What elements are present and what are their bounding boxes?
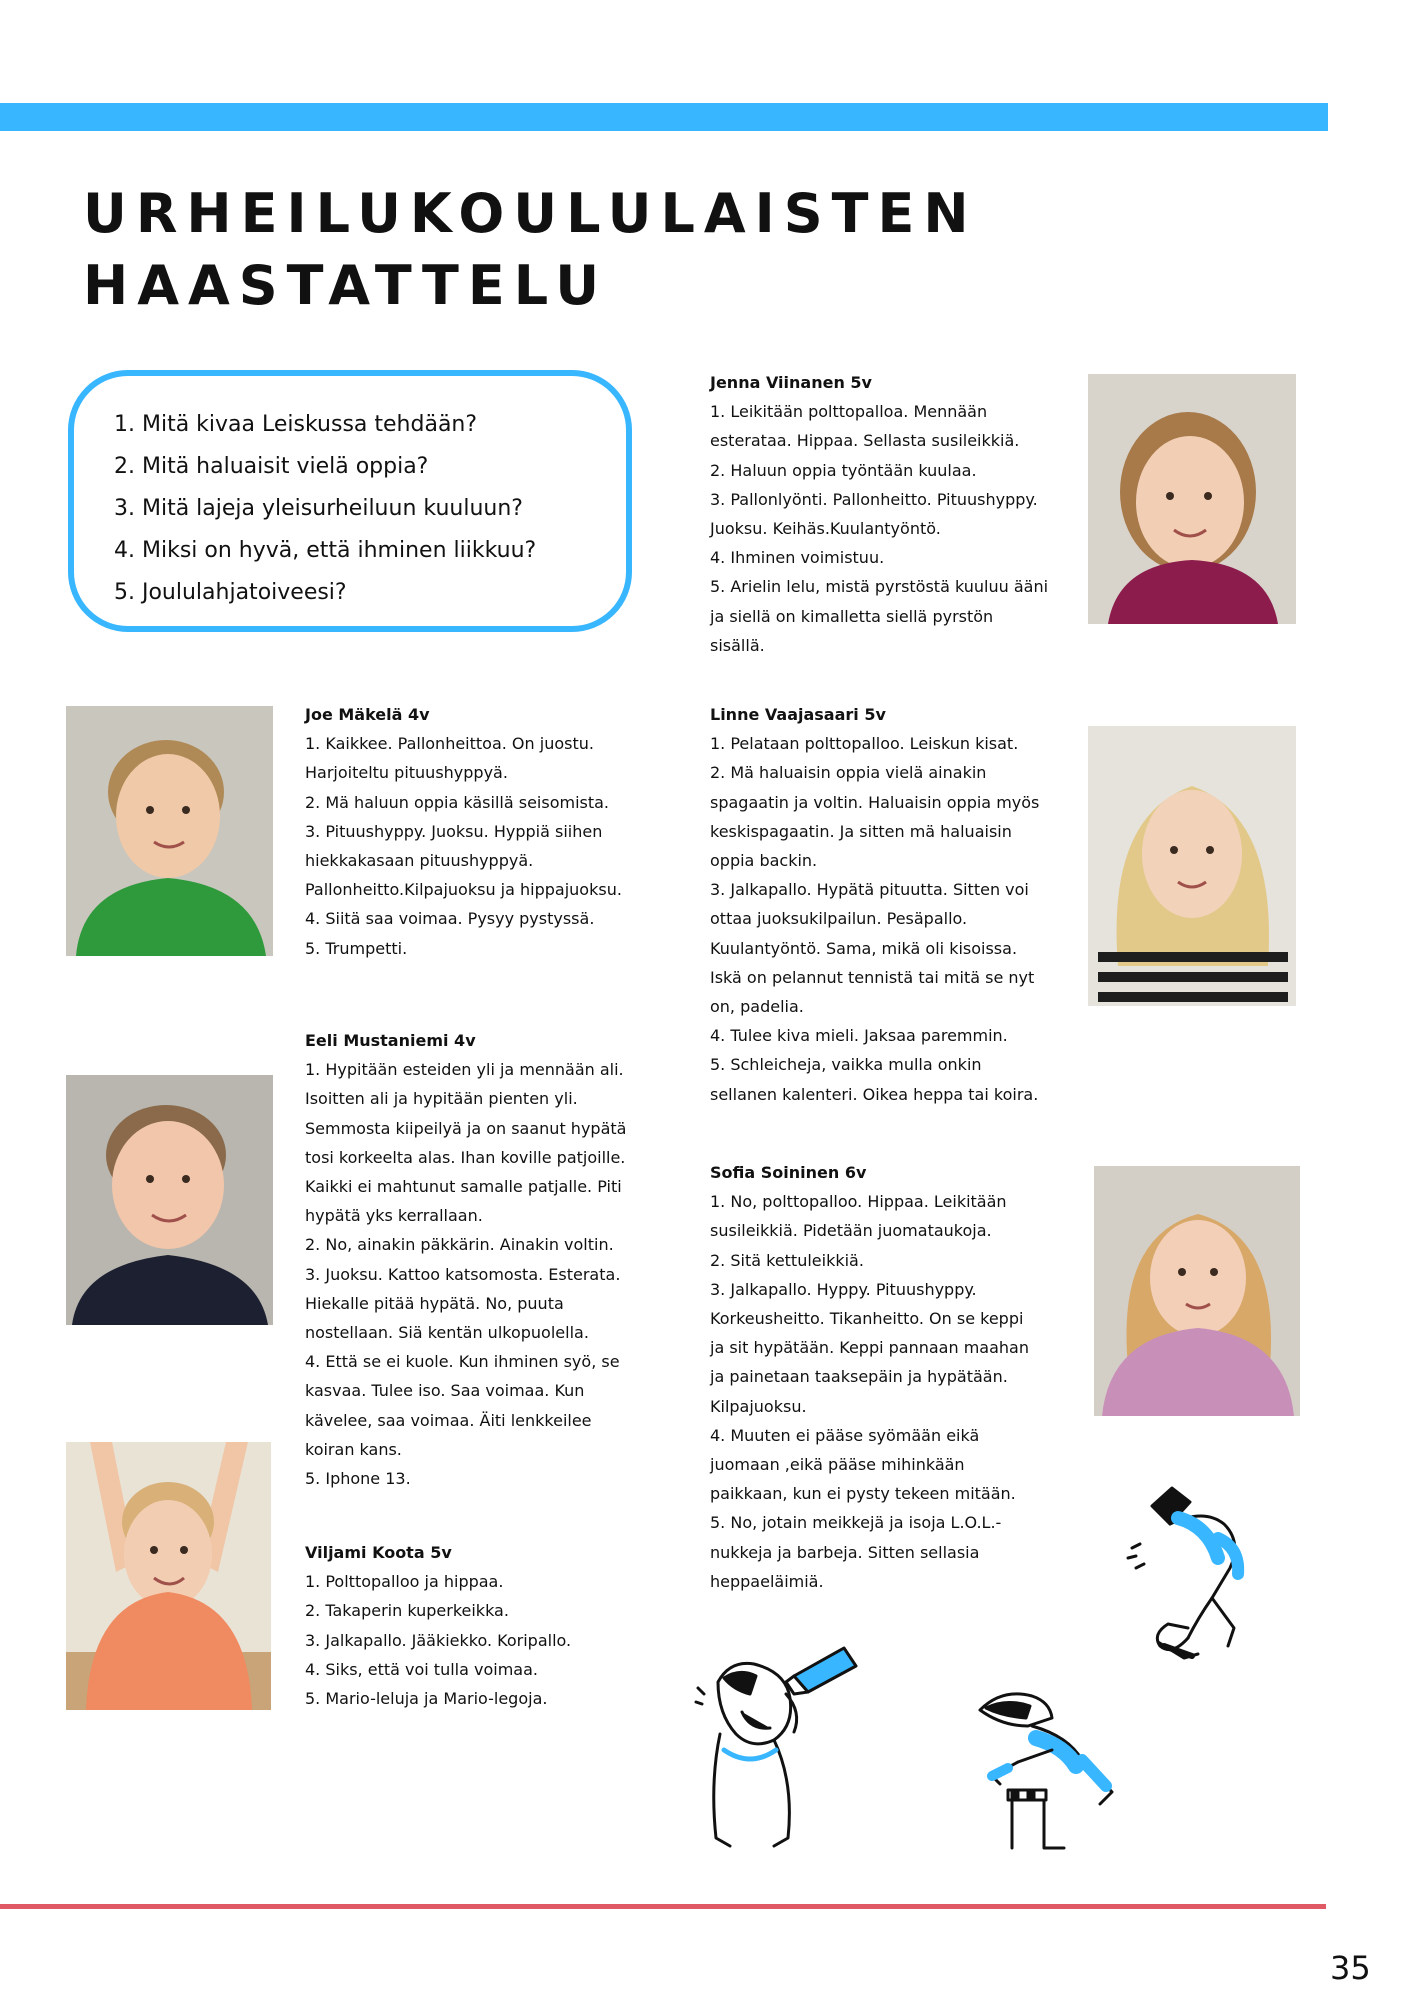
interviewee-name: Sofia Soininen 6v xyxy=(710,1163,867,1182)
answer-line: Hiekalle pitää hypätä. No, puuta xyxy=(305,1293,564,1313)
answer-list xyxy=(305,1055,665,1493)
answer-list xyxy=(305,729,665,963)
answer-line: 3. Jalkapallo. Hypätä pituutta. Sitten voi xyxy=(710,880,1029,900)
answer-line: ottaa juoksukilpailun. Pesäpallo. xyxy=(710,909,968,929)
answer-line: 3. Juoksu. Kattoo katsomosta. Esterata. xyxy=(305,1264,621,1284)
questions-box xyxy=(68,370,632,632)
answer-line: 1. Pelataan polttopalloo. Leiskun kisat. xyxy=(710,734,1019,754)
bottom-rule xyxy=(0,1904,1326,1909)
answer-line: kasvaa. Tulee iso. Saa voimaa. Kun xyxy=(305,1381,585,1401)
question-1: 1. Mitä kivaa Leiskussa tehdään? xyxy=(114,412,478,437)
answer-line: ja painetaan taaksepäin ja hypätään. xyxy=(710,1367,1008,1387)
answer-line: 1. Kaikkee. Pallonheittoa. On juostu. xyxy=(305,734,594,754)
answer-line: Harjoiteltu pituushyppyä. xyxy=(305,763,508,783)
answer-line: hiekkakasaan pituushyppyä. xyxy=(305,851,534,871)
answer-line: 3. Pallonlyönti. Pallonheitto. Pituushyppy. xyxy=(710,489,1038,509)
photo-viljami xyxy=(66,1442,271,1710)
answer-line: Kuulantyöntö. Sama, mikä oli kisoissa. xyxy=(710,938,1018,958)
answer-line: oppia backin. xyxy=(710,851,818,871)
answer-line: sellanen kalenteri. Oikea heppa tai koira. xyxy=(710,1084,1039,1104)
title-line-1: URHEILUKOULULAISTEN xyxy=(83,182,978,245)
answer-line: spagaatin ja voltin. Haluaisin oppia myös xyxy=(710,792,1040,812)
answer-line: 2. Mä haluaisin oppia vielä ainakin xyxy=(710,763,987,783)
answer-line: 4. Siks, että voi tulla voimaa. xyxy=(305,1659,538,1679)
answer-line: 2. Haluun oppia työntään kuulaa. xyxy=(710,460,977,480)
answer-line: hypätä yks kerrallaan. xyxy=(305,1206,483,1226)
photo-sofia xyxy=(1094,1166,1300,1416)
answer-line: Pallonheitto.Kilpajuoksu ja hippajuoksu. xyxy=(305,880,622,900)
interview-viljami xyxy=(305,1538,665,1713)
interviewee-name: Eeli Mustaniemi 4v xyxy=(305,1031,476,1050)
photo-eeli xyxy=(66,1075,273,1325)
answer-line: 3. Jalkapallo. Jääkiekko. Koripallo. xyxy=(305,1630,572,1650)
answer-line: susileikkiä. Pidetään juomataukoja. xyxy=(710,1221,992,1241)
answer-line: paikkaan, kun ei pysty tekeen mitään. xyxy=(710,1484,1016,1504)
answer-line: 5. Arielin lelu, mistä pyrstöstä kuuluu ääni xyxy=(710,577,1049,597)
answer-line: 1. Polttopalloo ja hippaa. xyxy=(305,1572,504,1592)
answer-line: 4. Että se ei kuole. Kun ihminen syö, se xyxy=(305,1352,620,1372)
answer-line: juomaan ,eikä pääse mihinkään xyxy=(710,1455,965,1475)
questions-list xyxy=(114,404,536,614)
interview-joe xyxy=(305,700,665,963)
answer-line: 4. Muuten ei pääse syömään eikä xyxy=(710,1425,980,1445)
answer-line: 2. Mä haluun oppia käsillä seisomista. xyxy=(305,792,610,812)
badger-handstand-illustration xyxy=(1118,1478,1270,1670)
photo-joe xyxy=(66,706,273,956)
answer-line: sisällä. xyxy=(710,635,765,655)
interview-sofia xyxy=(710,1158,1070,1596)
interviewee-name: Linne Vaajasaari 5v xyxy=(710,705,886,724)
answer-line: 1. Hypitään esteiden yli ja mennään ali. xyxy=(305,1060,624,1080)
answer-line: tosi korkeelta alas. Ihan koville patjoille. xyxy=(305,1147,626,1167)
interviewee-name: Viljami Koota 5v xyxy=(305,1543,452,1562)
answer-line: 4. Siitä saa voimaa. Pysyy pystyssä. xyxy=(305,909,595,929)
answer-line: nostellaan. Siä kentän ulkopuolella. xyxy=(305,1323,589,1343)
answer-line: 3. Jalkapallo. Hyppy. Pituushyppy. xyxy=(710,1279,977,1299)
answer-line: 4. Tulee kiva mieli. Jaksaa paremmin. xyxy=(710,1026,1008,1046)
answer-list xyxy=(305,1567,665,1713)
question-5: 5. Joululahjatoiveesi? xyxy=(114,580,347,605)
answer-line: Kaikki ei mahtunut samalle patjalle. Piti xyxy=(305,1177,622,1197)
question-3: 3. Mitä lajeja yleisurheiluun kuuluun? xyxy=(114,496,523,521)
answer-line: heppaeläimiä. xyxy=(710,1571,824,1591)
answer-list xyxy=(710,1187,1070,1596)
answer-line: 2. Sitä kettuleikkiä. xyxy=(710,1250,864,1270)
answer-line: ja siellä on kimalletta siellä pyrstön xyxy=(710,606,994,626)
answer-line: nukkeja ja barbeja. Sitten sellasia xyxy=(710,1542,980,1562)
answer-line: Juoksu. Keihäs.Kuulantyöntö. xyxy=(710,519,941,539)
answer-line: Iskä on pelannut tennistä tai mitä se nyt xyxy=(710,967,1035,987)
answer-line: Korkeusheitto. Tikanheitto. On se keppi xyxy=(710,1309,1024,1329)
answer-line: Semmosta kiipeilyä ja on saanut hypätä xyxy=(305,1118,627,1138)
answer-line: 2. No, ainakin päkkärin. Ainakin voltin. xyxy=(305,1235,614,1255)
top-accent-bar xyxy=(0,103,1328,131)
interviewee-name: Joe Mäkelä 4v xyxy=(305,705,430,724)
answer-line: 5. No, jotain meikkejä ja isoja L.O.L.- xyxy=(710,1513,1002,1533)
interview-jenna xyxy=(710,368,1070,660)
answer-line: 3. Pituushyppy. Juoksu. Hyppiä siihen xyxy=(305,821,603,841)
answer-line: keskispagaatin. Ja sitten mä haluaisin xyxy=(710,821,1012,841)
answer-list xyxy=(710,397,1070,660)
page-title xyxy=(83,178,978,322)
answer-line: Kilpajuoksu. xyxy=(710,1396,807,1416)
question-2: 2. Mitä haluaisit vielä oppia? xyxy=(114,454,429,479)
question-4: 4. Miksi on hyvä, että ihminen liikkuu? xyxy=(114,538,537,563)
interview-eeli xyxy=(305,1026,665,1493)
answer-line: 1. No, polttopalloo. Hippaa. Leikitään xyxy=(710,1192,1007,1212)
answer-line: 5. Mario-leluja ja Mario-legoja. xyxy=(305,1689,548,1709)
answer-line: 4. Ihminen voimistuu. xyxy=(710,548,885,568)
answer-line: 5. Iphone 13. xyxy=(305,1469,411,1489)
answer-line: koiran kans. xyxy=(305,1439,402,1459)
interview-linne xyxy=(710,700,1070,1109)
photo-jenna xyxy=(1088,374,1296,624)
answer-line: esteratаa. Hippaa. Sellasta susileikkiä. xyxy=(710,431,1020,451)
answer-line: Isoitten ali ja hypitään pienten yli. xyxy=(305,1089,578,1109)
answer-line: 5. Trumpetti. xyxy=(305,938,408,958)
answer-line: 2. Takaperin kuperkeikka. xyxy=(305,1601,509,1621)
page-number: 35 xyxy=(1330,1949,1371,1987)
badger-drinking-illustration xyxy=(690,1642,868,1854)
answer-line: ja sit hypätään. Keppi pannaan maahan xyxy=(710,1338,1029,1358)
answer-line: 1. Leikitään polttopalloa. Mennään xyxy=(710,402,988,422)
badger-hurdle-illustration xyxy=(972,1680,1132,1852)
photo-linne xyxy=(1088,726,1296,1006)
answer-list xyxy=(710,729,1070,1109)
interviewee-name: Jenna Viinanen 5v xyxy=(710,373,872,392)
answer-line: kävelee, saa voimaa. Äiti lenkkeilee xyxy=(305,1410,592,1430)
title-line-2: HAASTATTELU xyxy=(83,254,609,317)
answer-line: on, padelia. xyxy=(710,997,804,1017)
answer-line: 5. Schleicheja, vaikka mulla onkin xyxy=(710,1055,982,1075)
